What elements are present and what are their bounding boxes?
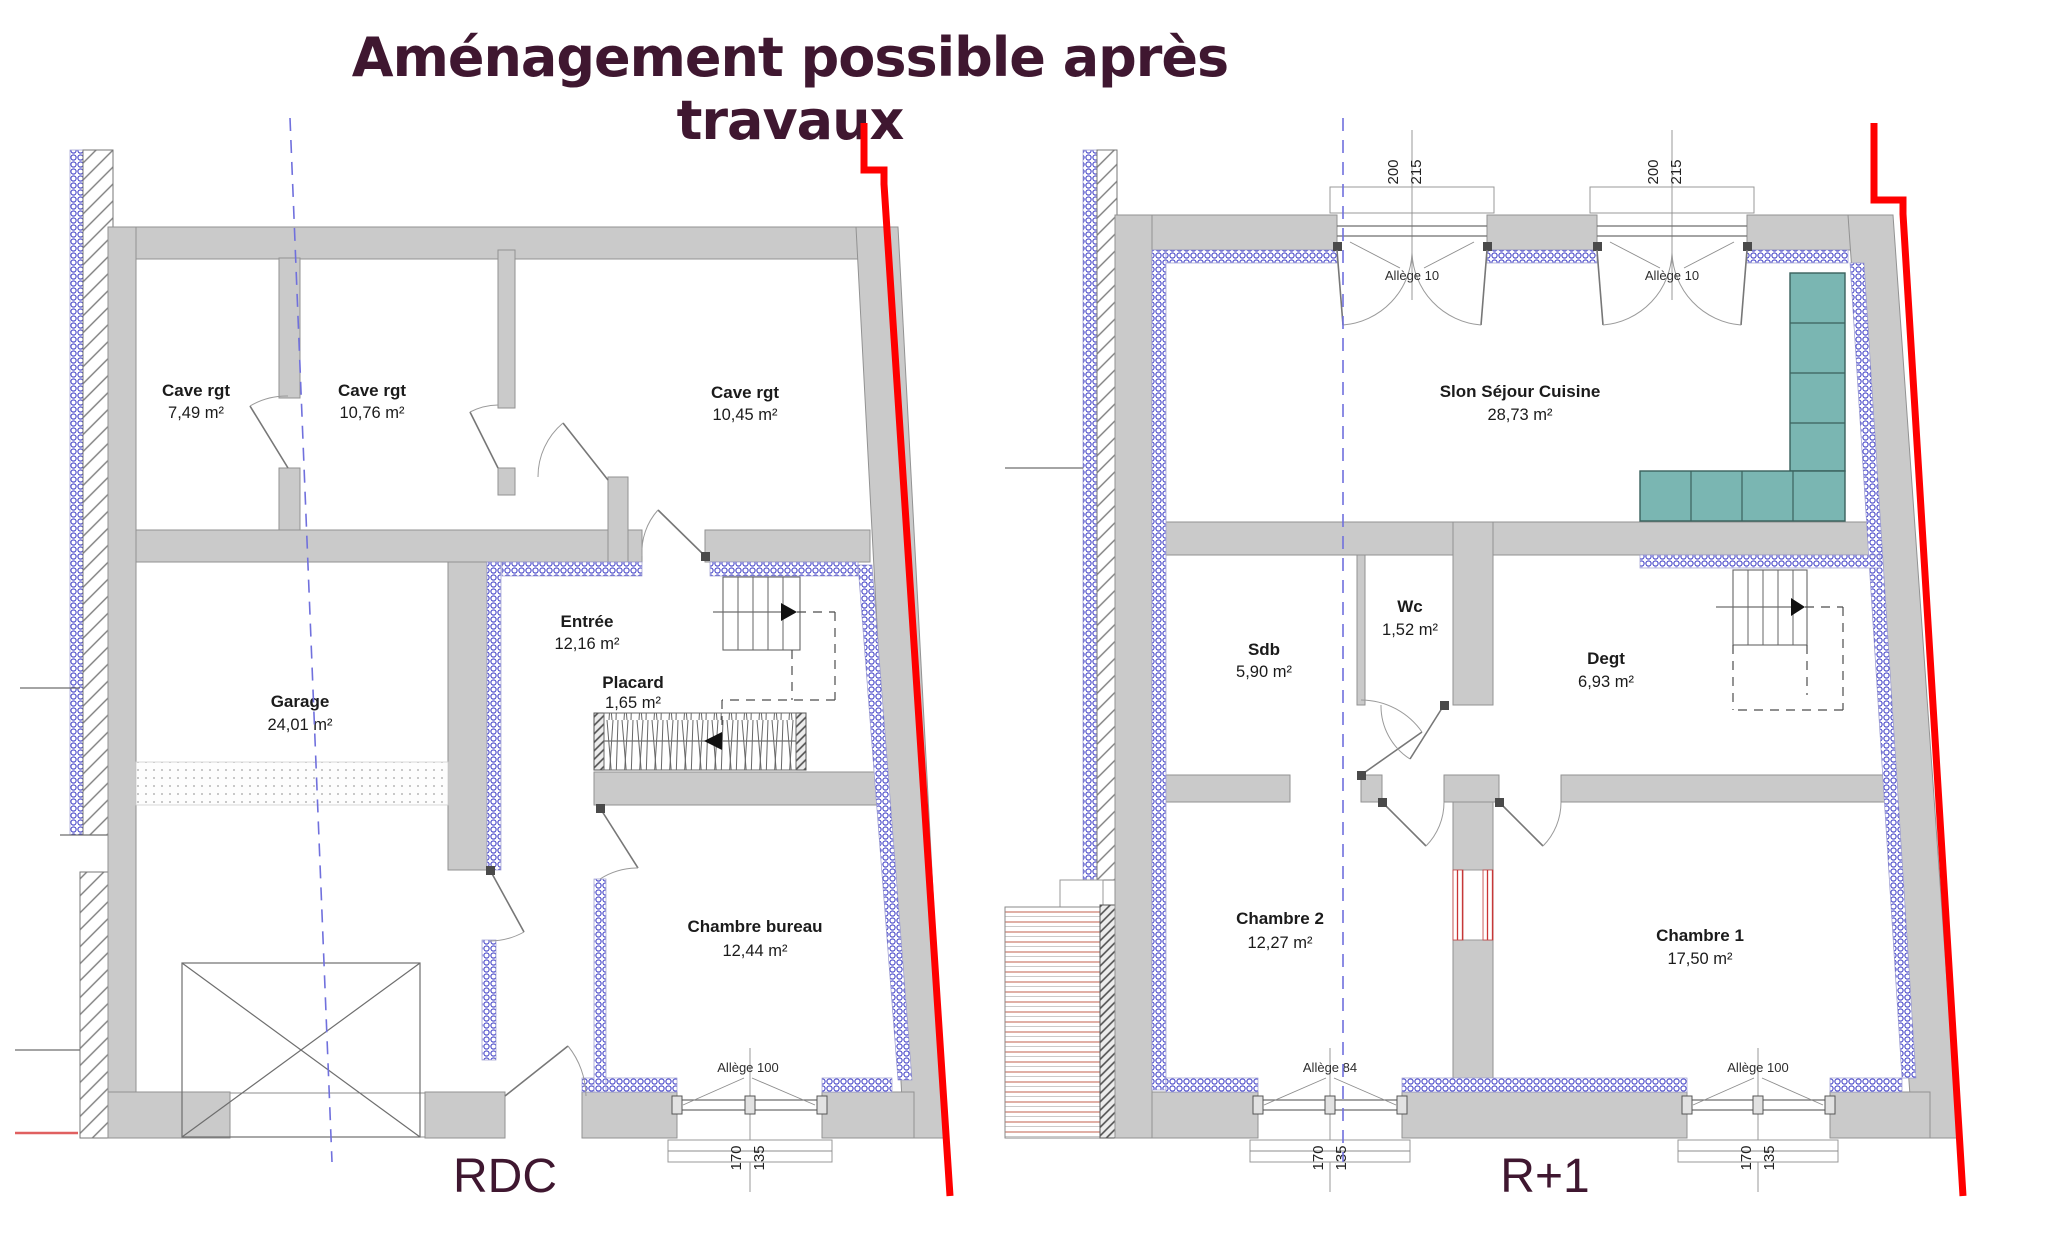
stairs-rdc xyxy=(713,577,835,730)
door-dim-height: 215 xyxy=(1668,159,1685,185)
room-label-sejour: Slon Séjour Cuisine xyxy=(1439,382,1601,401)
room-area-wc: 1,52 m² xyxy=(1382,621,1438,639)
garage-floor-strip xyxy=(136,762,448,805)
door-dim-height: 215 xyxy=(1408,159,1425,185)
sill-annotation: Allège 84 xyxy=(1302,1060,1358,1075)
room-area-cave1: 7,49 m² xyxy=(168,404,224,422)
party-wall-rdc xyxy=(15,150,118,1138)
sill-annotation: Allège 10 xyxy=(1644,268,1700,283)
floor-label-r1: R+1 xyxy=(1500,1150,1590,1203)
room-label-garage: Garage xyxy=(270,692,330,711)
plan-r1 xyxy=(1005,118,1963,1203)
french-door-2 xyxy=(1590,130,1754,325)
window-dim-width: 170 xyxy=(1310,1145,1327,1171)
room-area-garage: 24,01 m² xyxy=(267,716,333,734)
stairs-r1 xyxy=(1716,570,1843,710)
room-area-sdb: 5,90 m² xyxy=(1236,663,1292,681)
sill-annotation: Allège 100 xyxy=(717,1060,779,1075)
room-area-entree: 12,16 m² xyxy=(554,635,620,653)
page-title: Aménagement possible après travaux xyxy=(351,26,1229,152)
window-chambre2 xyxy=(1250,1048,1410,1192)
window-dim-width: 170 xyxy=(1738,1145,1755,1171)
room-label-cave2: Cave rgt xyxy=(337,381,407,400)
window-chambre1 xyxy=(1678,1048,1838,1192)
room-area-sejour: 28,73 m² xyxy=(1487,406,1553,424)
axis-line-rdc xyxy=(290,118,332,1162)
window-dim-height: 135 xyxy=(1761,1145,1778,1171)
room-label-cave3: Cave rgt xyxy=(710,383,780,402)
insulation-rdc xyxy=(482,562,912,1092)
room-label-chambre1: Chambre 1 xyxy=(1656,926,1744,945)
window-dim-width: 170 xyxy=(728,1145,745,1171)
room-area-placard: 1,65 m² xyxy=(605,694,661,712)
sill-annotation: Allège 10 xyxy=(1384,268,1440,283)
french-door-1 xyxy=(1330,130,1494,325)
floor-label-rdc: RDC xyxy=(453,1150,557,1203)
party-wall-r1 xyxy=(1005,150,1118,1138)
window-rdc-south xyxy=(668,1048,832,1192)
room-area-degt: 6,93 m² xyxy=(1578,673,1634,691)
door-dim-width: 200 xyxy=(1645,159,1662,185)
room-area-chambre-bureau: 12,44 m² xyxy=(722,942,788,960)
room-label-sdb: Sdb xyxy=(1247,640,1281,659)
room-label-wc: Wc xyxy=(1397,597,1423,616)
plan-rdc xyxy=(15,118,950,1203)
sill-annotation: Allège 100 xyxy=(1727,1060,1789,1075)
window-dim-height: 135 xyxy=(751,1145,768,1171)
closet-placard xyxy=(594,713,806,770)
conduit-chimney xyxy=(1453,870,1493,940)
room-label-entree: Entrée xyxy=(560,612,614,631)
room-label-chambre-bureau: Chambre bureau xyxy=(687,917,823,936)
room-label-degt: Degt xyxy=(1587,649,1625,668)
room-area-chambre2: 12,27 m² xyxy=(1247,934,1313,952)
door-dim-width: 200 xyxy=(1385,159,1402,185)
room-area-cave3: 10,45 m² xyxy=(712,406,778,424)
room-label-cave1: Cave rgt xyxy=(161,381,231,400)
room-area-cave2: 10,76 m² xyxy=(339,404,405,422)
room-label-chambre2: Chambre 2 xyxy=(1236,909,1324,928)
window-dim-height: 135 xyxy=(1333,1145,1350,1171)
garage-door xyxy=(182,963,425,1137)
room-label-placard: Placard xyxy=(602,673,664,692)
room-area-chambre1: 17,50 m² xyxy=(1667,950,1733,968)
